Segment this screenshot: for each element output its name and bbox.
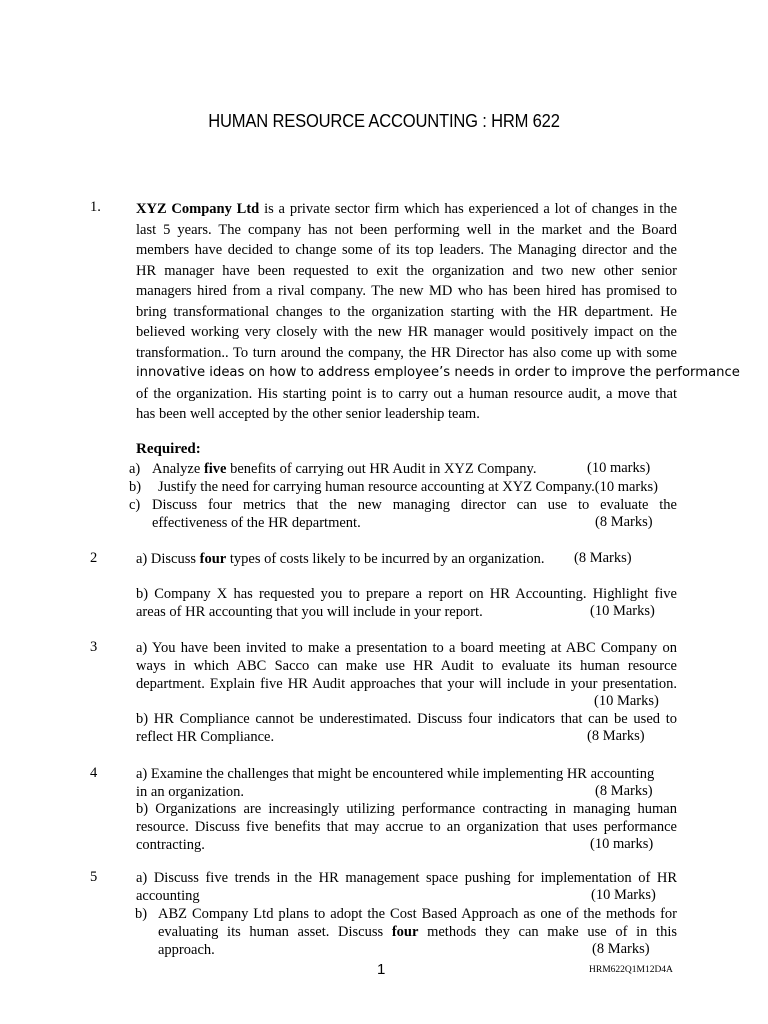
scenario-line-4: HR manager have been requested to exit the organization and two new other senior <box>136 262 677 279</box>
question-4-number: 4 <box>90 765 98 781</box>
question-5a-marks: (10 Marks) <box>591 887 656 903</box>
question-3b-marks: (8 Marks) <box>587 728 645 744</box>
scenario-line-8: transformation.. To turn around the company, the HR Director has also come up with some <box>136 344 677 361</box>
question-3a <box>136 639 677 694</box>
question-5a-line-1: a) Discuss five trends in the HR management space pushing for implementation of HR <box>136 870 677 886</box>
question-1a: a) Analyze five benefits of carrying out HR Audit in XYZ Company. <box>129 461 537 477</box>
scenario-line-7: believed working very closely with the new HR manager would positively impact on the <box>136 324 677 340</box>
scenario-line-3: members have decided to change some of its top leaders. The Managing director and the <box>136 242 677 258</box>
question-1c-marks: (8 Marks) <box>595 514 653 530</box>
question-1c-line-2: effectiveness of the HR department. <box>152 515 361 532</box>
question-2b-line-2: areas of HR accounting that you will include in your report. <box>136 604 483 621</box>
question-4a-marks: (8 Marks) <box>595 783 653 799</box>
question-5b-marks: (8 Marks) <box>592 941 650 957</box>
question-1-number: 1. <box>90 199 101 215</box>
scenario-line-1: XYZ Company Ltd is a private sector firm which has experienced a lot of changes in the <box>136 201 677 217</box>
question-4a-line-1: a) Examine the challenges that might be encountered while implementing HR accounting <box>136 766 655 782</box>
question-5b-line-3: approach. <box>158 942 215 959</box>
question-4b-line-2: resource. Discuss five benefits that may accrue to an organization that uses performance <box>136 819 677 836</box>
scenario-line-11: has been well accepted by the other senior leadership team. <box>136 406 480 422</box>
question-3b-line-2: reflect HR Compliance. <box>136 729 275 746</box>
question-4b-line-3: contracting. <box>136 837 205 854</box>
question-1b: b) Justify the need for carrying human resource accounting at XYZ Company.(10 marks) <box>129 479 658 495</box>
question-5-number: 5 <box>90 869 98 885</box>
document-code: HRM622Q1M12D4A <box>589 965 673 975</box>
question-2b-line-1: b) Company X has requested you to prepare a report on HR Accounting. Highlight five <box>136 586 677 602</box>
question-3a-line-3: department. Explain five HR Audit approaches that your will include in your presentation. <box>136 676 677 693</box>
question-5b-label: b) <box>135 906 148 922</box>
question-2a: a) Discuss four types of costs likely to be incurred by an organization. <box>136 551 545 567</box>
question-3-number: 3 <box>90 639 98 655</box>
document-title: HUMAN RESOURCE ACCOUNTING : HRM 622 <box>208 111 560 131</box>
question-1c-label: c) <box>129 497 141 513</box>
scenario-line-9: innovative ideas on how to address employee’s needs in order to improve the performance <box>136 365 740 380</box>
question-5a-line-2: accounting <box>136 888 200 905</box>
required-heading: Required: <box>136 441 201 457</box>
company-name: XYZ Company Ltd <box>136 201 260 217</box>
scenario-line-2: last 5 years. The company has not been performing well in the market and the Board <box>136 221 677 238</box>
question-5b-line-2: evaluating its human asset. Discuss four methods they can make use of in this <box>158 924 677 941</box>
question-3a-marks: (10 Marks) <box>594 693 659 709</box>
question-1a-label: a) <box>129 461 141 477</box>
question-3b-line-1: b) HR Compliance cannot be underestimated. Discuss four indicators that can be used to <box>136 711 677 727</box>
question-1a-marks: (10 marks) <box>587 460 651 476</box>
page-number: 1 <box>377 961 386 978</box>
question-4b-marks: (10 marks) <box>590 836 654 852</box>
question-4a-line-2: in an organization. <box>136 784 245 801</box>
question-3a-line-1: a) You have been invited to make a presentation to a board meeting at ABC Company on <box>136 640 677 656</box>
scenario-line-6: bring transformational changes to the organization starting with the HR department. He <box>136 303 677 320</box>
scenario-line-5: managers hired from a rival company. The new MD who has been hired has promised to <box>136 283 677 299</box>
question-1c-line-1: Discuss four metrics that the new managing director can use to evaluate the <box>152 497 677 513</box>
scenario-line-10: of the organization. His starting point is to carry out a human resource audit, a move that <box>136 385 677 402</box>
question-2b-marks: (10 Marks) <box>590 603 655 619</box>
question-3a-line-2: ways in which ABC Sacco can make use HR Audit to evaluate its human resource <box>136 658 677 675</box>
question-1-scenario <box>136 199 740 425</box>
question-2-number: 2 <box>90 550 98 566</box>
question-2a-marks: (8 Marks) <box>574 550 632 566</box>
question-1b-label: b) <box>129 479 142 495</box>
question-4b-line-1: b) Organizations are increasingly utilizing performance contracting in managing human <box>136 801 677 817</box>
question-5b-line-1: ABZ Company Ltd plans to adopt the Cost Based Approach as one of the methods for <box>158 906 677 922</box>
